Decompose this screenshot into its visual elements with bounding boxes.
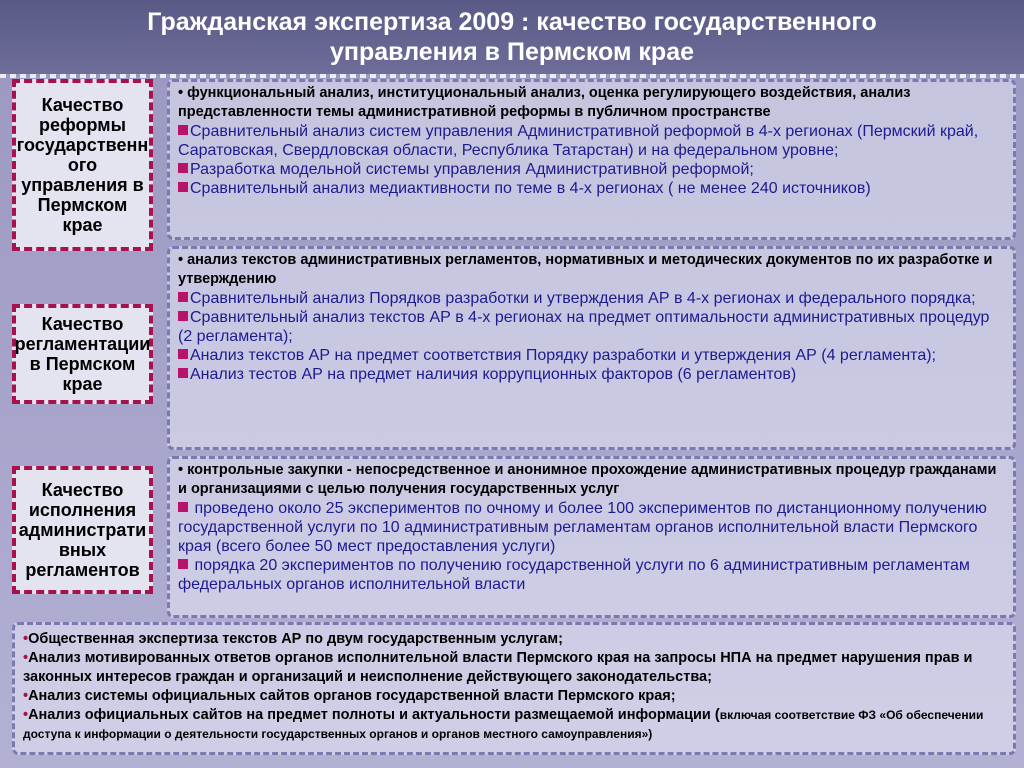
item-text: проведено около 25 экспериментов по очному и более 100 экспериментов по дистанционному получению государственной услуги по 10 административным регламентам органов исполнительной власти Пермского края (всего более 50 мест предоставления услуги) xyxy=(178,500,987,555)
list-item xyxy=(23,687,1005,706)
head-text: функциональный анализ, институциональный анализ, оценка регулирующего воздействия, анализ представленности темы административной реформы в публичном пространстве xyxy=(178,85,911,120)
slide-title xyxy=(0,0,1024,74)
square-bullet-icon xyxy=(178,182,188,192)
label-line: реформы xyxy=(39,115,126,135)
bullet-dot-icon: • xyxy=(178,462,184,478)
label-line: Пермском xyxy=(37,195,128,215)
item-text: Общественная экспертиза текстов АР по двум государственным услугам; xyxy=(28,631,563,647)
item-note: включая соответствие ФЗ «Об обеспечении доступа к информации о деятельности государственных органов и органов местного самоуправления») xyxy=(23,708,984,741)
bullet-dot-icon: • xyxy=(23,650,29,666)
section-head xyxy=(178,461,1007,499)
label-line: регламентов xyxy=(25,560,140,580)
item-text: Сравнительный анализ Порядков разработки и утверждения АР в 4-х регионах и федерального порядка; xyxy=(190,290,976,307)
item-text: Анализ официальных сайтов на предмет полноты и актуальности размещаемой информации ( xyxy=(28,707,720,723)
label-line: исполнения xyxy=(28,500,137,520)
section-head xyxy=(178,251,1007,289)
list-item xyxy=(23,706,1005,744)
label-line: администрати xyxy=(18,520,147,540)
label-line: управления в xyxy=(21,175,144,195)
item-text: Анализ тестов АР на предмет наличия коррупционных факторов (6 регламентов) xyxy=(190,366,797,383)
item-text: Анализ системы официальных сайтов органов государственной власти Пермского края; xyxy=(28,688,676,704)
label-line: крае xyxy=(62,374,103,394)
content-execution-quality xyxy=(167,456,1016,618)
content-regulation-quality xyxy=(167,246,1016,450)
square-bullet-icon xyxy=(178,163,188,173)
list-item xyxy=(178,308,1007,346)
bullet-dot-icon: • xyxy=(23,631,29,647)
item-text: порядка 20 экспериментов по получению государственной услуги по 6 административным регламентам федеральных органов исполнительной власти xyxy=(178,557,970,593)
list-item xyxy=(178,346,1007,365)
item-text: Разработка модельной системы управления Административной реформой; xyxy=(190,161,754,178)
bottom-summary xyxy=(12,622,1016,755)
label-line: Качество xyxy=(41,480,124,500)
section-head xyxy=(178,84,1007,122)
label-reform-quality xyxy=(12,79,153,251)
item-text: Анализ мотивированных ответов органов исполнительной власти Пермского края на запросы НПА на предмет нарушения прав и законных интересов граждан и организаций и неисполнение действующего законодательства; xyxy=(23,650,973,685)
title-line-1: Гражданская экспертиза 2009 : качество государственного xyxy=(147,8,877,36)
bullet-dot-icon: • xyxy=(23,688,29,704)
label-line: Качество xyxy=(41,314,124,334)
bullet-dot-icon: • xyxy=(178,85,184,101)
bullet-dot-icon: • xyxy=(23,707,29,723)
square-bullet-icon xyxy=(178,559,188,569)
square-bullet-icon xyxy=(178,311,188,321)
label-line: государственн xyxy=(16,135,149,155)
label-line: вных xyxy=(58,540,107,560)
label-line: Качество xyxy=(41,95,124,115)
content-reform-quality xyxy=(167,79,1016,240)
square-bullet-icon xyxy=(178,292,188,302)
item-text: Сравнительный анализ систем управления Административной реформой в 4-х регионах (Пермский край, Саратовская, Свердловская области, Республика Татарстан) и на федеральном уровне; xyxy=(178,123,979,159)
bullet-dot-icon: • xyxy=(178,252,184,268)
label-line: ого xyxy=(67,155,98,175)
item-text: Анализ текстов АР на предмет соответствия Порядку разработки и утверждения АР (4 регламента); xyxy=(190,347,936,364)
list-item xyxy=(23,649,1005,687)
list-item xyxy=(178,499,1007,556)
head-text: анализ текстов административных регламентов, нормативных и методических документов по их разработке и утверждению xyxy=(178,252,993,287)
item-text: Сравнительный анализ текстов АР в 4-х регионах на предмет оптимальности административных процедур (2 регламента); xyxy=(178,309,990,345)
label-line: в Пермском xyxy=(29,354,136,374)
list-item xyxy=(178,365,1007,384)
label-execution-quality xyxy=(12,466,153,594)
square-bullet-icon xyxy=(178,368,188,378)
title-line-2: управления в Пермском крае xyxy=(329,38,695,66)
list-item xyxy=(178,122,1007,160)
square-bullet-icon xyxy=(178,502,188,512)
item-text: Сравнительный анализ медиактивности по теме в 4-х регионах ( не менее 240 источников) xyxy=(190,180,871,197)
list-item xyxy=(178,160,1007,179)
label-line: крае xyxy=(62,215,103,235)
label-regulation-quality xyxy=(12,304,153,404)
square-bullet-icon xyxy=(178,125,188,135)
list-item xyxy=(23,630,1005,649)
list-item xyxy=(178,179,1007,198)
label-line: регламентации xyxy=(14,334,151,354)
list-item xyxy=(178,556,1007,594)
title-divider xyxy=(0,74,1024,78)
list-item xyxy=(178,289,1007,308)
head-text: контрольные закупки - непосредственное и анонимное прохождение административных процедур гражданами и организациями с целью получения государственных услуг xyxy=(178,462,997,497)
square-bullet-icon xyxy=(178,349,188,359)
